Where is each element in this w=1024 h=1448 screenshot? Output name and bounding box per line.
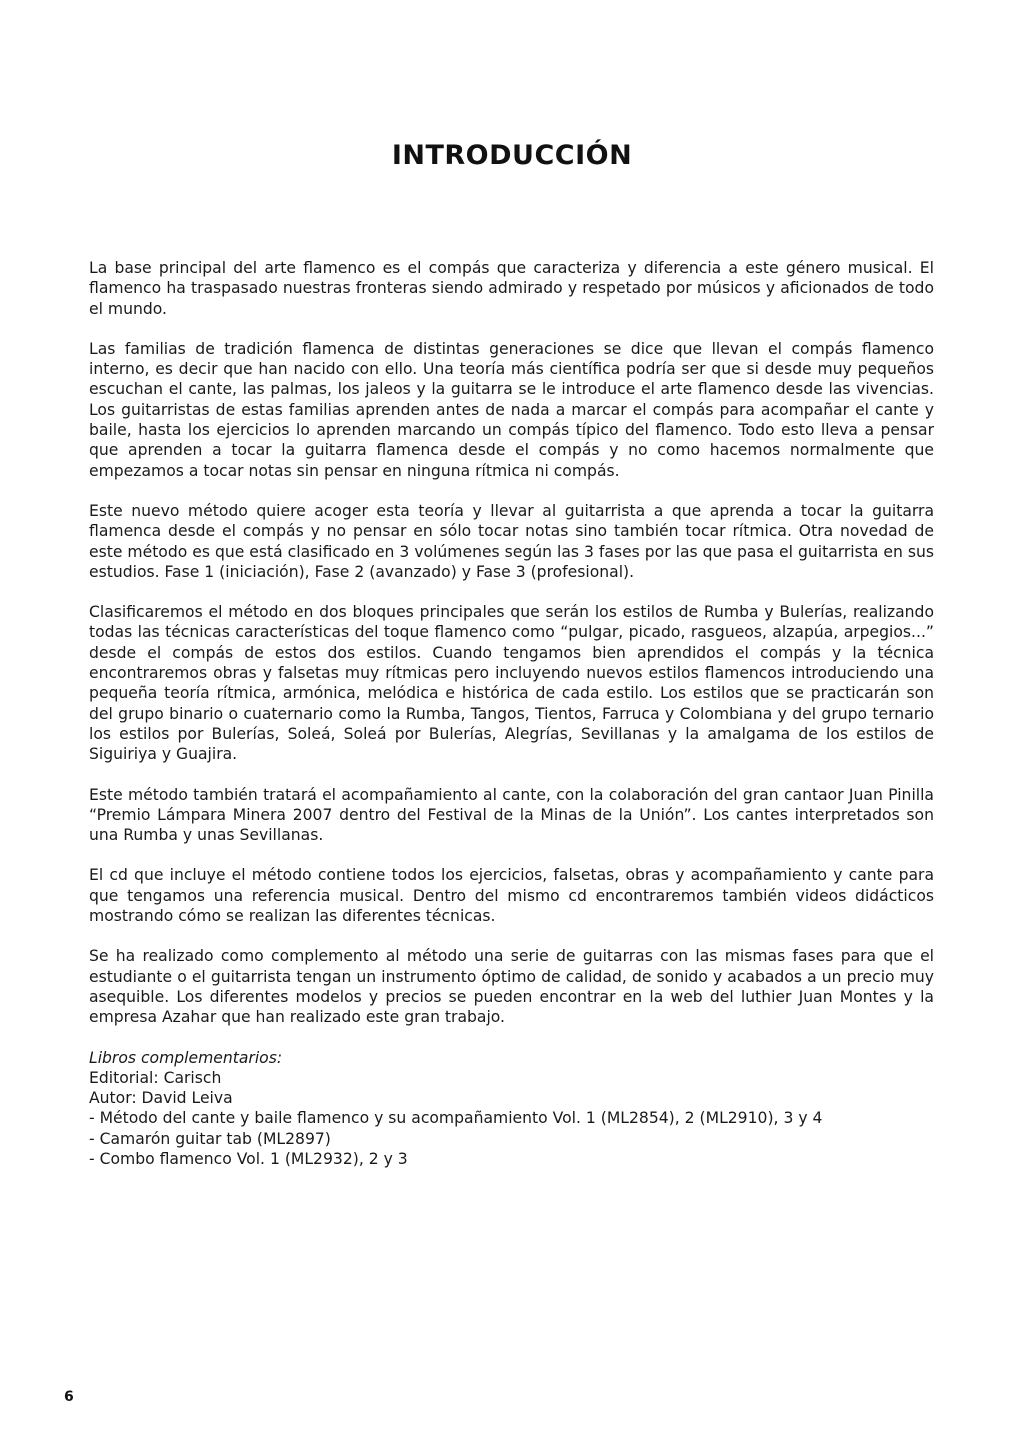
complementary-books: [89, 1048, 934, 1170]
document-body: [89, 258, 934, 1169]
page-number: 6: [64, 1389, 74, 1405]
books-heading: Libros complementarios:: [89, 1048, 283, 1067]
paragraph: Las familias de tradición flamenca de distintas generaciones se dice que llevan el compás flamenco interno, es decir que han nacido con ello. Una teoría más científica podría ser que si desde muy pequeños escuchan el cante, las palmas, los jaleos y la guitarra se le introduce el arte flamenco desde las vivencias. Los guitarristas de estas familias aprenden antes de nada a marcar el compás para acompañar el cante y baile, hasta los ejercicios lo aprenden marcando un compás típico del flamenco. Todo esto lleva a pensar que aprenden a tocar la guitarra flamenca desde el compás y no como hacemos normalmente que empezamos a tocar notas sin pensar en ninguna rítmica ni compás.: [89, 339, 934, 480]
paragraph: Se ha realizado como complemento al método una serie de guitarras con las mismas fases para que el estudiante o el guitarrista tengan un instrumento óptimo de calidad, de sonido y acabados a un precio muy asequible. Los diferentes modelos y precios se pueden encontrar en la web del luthier Juan Montes y la empresa Azahar que han realizado este gran trabajo.: [89, 947, 934, 1027]
book-item: - Camarón guitar tab (ML2897): [89, 1129, 331, 1148]
book-item: - Método del cante y baile flamenco y su acompañamiento Vol. 1 (ML2854), 2 (ML2910), 3 y 4: [89, 1109, 823, 1128]
books-editorial: Editorial: Carisch: [89, 1068, 222, 1087]
paragraph: Este método también tratará el acompañamiento al cante, con la colaboración del gran cantaor Juan Pinilla “Premio Lámpara Minera 2007 dentro del Festival de la Minas de la Unión”. Los cantes interpretados son una Rumba y unas Sevillanas.: [89, 785, 934, 845]
paragraph: La base principal del arte flamenco es el compás que caracteriza y diferencia a este género musical. El flamenco ha traspasado nuestras fronteras siendo admirado y respetado por músicos y aficionados de todo el mundo.: [89, 259, 934, 318]
paragraph: Este nuevo método quiere acoger esta teoría y llevar al guitarrista a que aprenda a tocar la guitarra flamenca desde el compás y no pensar en sólo tocar notas sino también tocar rítmica. Otra novedad de este método es que está clasificado en 3 volúmenes según las 3 fases por las que pasa el guitarrista en sus estudios. Fase 1 (iniciación), Fase 2 (avanzado) y Fase 3 (profesional).: [89, 501, 934, 581]
book-item: - Combo flamenco Vol. 1 (ML2932), 2 y 3: [89, 1149, 408, 1168]
paragraph: El cd que incluye el método contiene todos los ejercicios, falsetas, obras y acompañamiento y cante para que tengamos una referencia musical. Dentro del mismo cd encontraremos también videos didácticos mostrando cómo se realizan las diferentes técnicas.: [89, 866, 934, 926]
page-title: INTRODUCCIÓN: [391, 140, 633, 172]
paragraph: Clasificaremos el método en dos bloques principales que serán los estilos de Rumba y Bulerías, realizando todas las técnicas características del toque flamenco como “pulgar, picado, rasgueos, alzapúa, arpegios...” desde el compás de estos dos estilos. Cuando tengamos bien aprendidos el compás y la técnica encontraremos obras y falsetas muy rítmicas pero incluyendo nuevos estilos flamencos introduciendo una pequeña teoría rítmica, armónica, melódica e histórica de cada estilo. Los estilos que se practicarán son del grupo binario o cuaternario como la Rumba, Tangos, Tientos, Farruca y Colombiana y del grupo ternario los estilos por Bulerías, Soleá, Soleá por Bulerías, Alegrías, Sevillanas y la amalgama de los estilos de Siguiriya y Guajira.: [89, 603, 934, 764]
books-author: Autor: David Leiva: [89, 1089, 233, 1108]
